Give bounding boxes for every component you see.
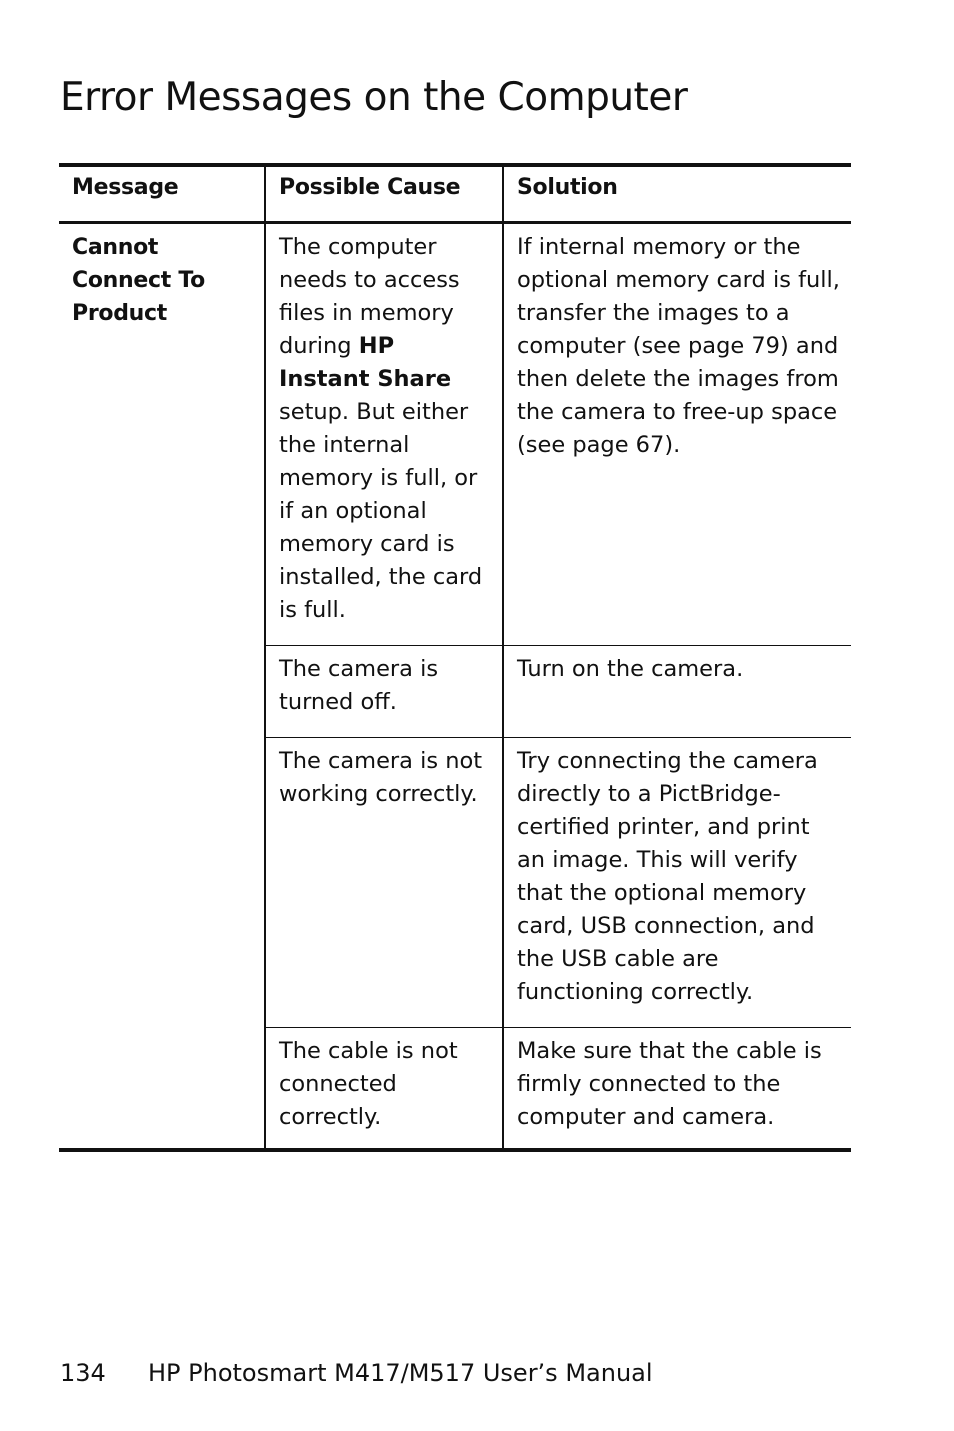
cause-cell [265,223,503,646]
table-row [59,223,851,646]
cause-text: setup. But either the internal memory is full, or if an optional memory card is installed, the card is full. [279,399,483,623]
page-title: Error Messages on the Computer [60,75,688,120]
cause-cell: The camera is not working correctly. [265,738,503,1028]
solution-cell: If internal memory or the optional memory card is full, transfer the images to a computer (see page 79) and then delete the images from the camera to free-up space (see page 67). [517,234,840,458]
header-solution: Solution [503,165,851,223]
cause-cell: The cable is not connected correctly. [265,1028,503,1151]
header-message: Message [59,165,265,223]
cause-product-name: HP Instant Share [279,333,452,392]
page-number: 134 [60,1359,106,1387]
message-cell: Cannot Connect To Product [59,223,265,1151]
table-header-row [59,165,851,223]
solution-cell: Try connecting the camera directly to a PictBridge-certified printer, and print an image. This will verify that the optional memory card, USB connection, and the USB cable are functioning correctly. [503,738,851,1028]
cause-cell: The camera is turned off. [265,646,503,738]
error-messages-table [59,163,851,1152]
page-footer [60,1356,653,1390]
solution-cell: Turn on the camera. [503,646,851,738]
cause-text: The computer needs to access files in memory during [279,234,460,359]
header-possible-cause: Possible Cause [265,165,503,223]
manual-title: HP Photosmart M417/M517 User’s Manual [148,1359,653,1387]
solution-cell: Make sure that the cable is firmly connected to the computer and camera. [503,1028,851,1151]
